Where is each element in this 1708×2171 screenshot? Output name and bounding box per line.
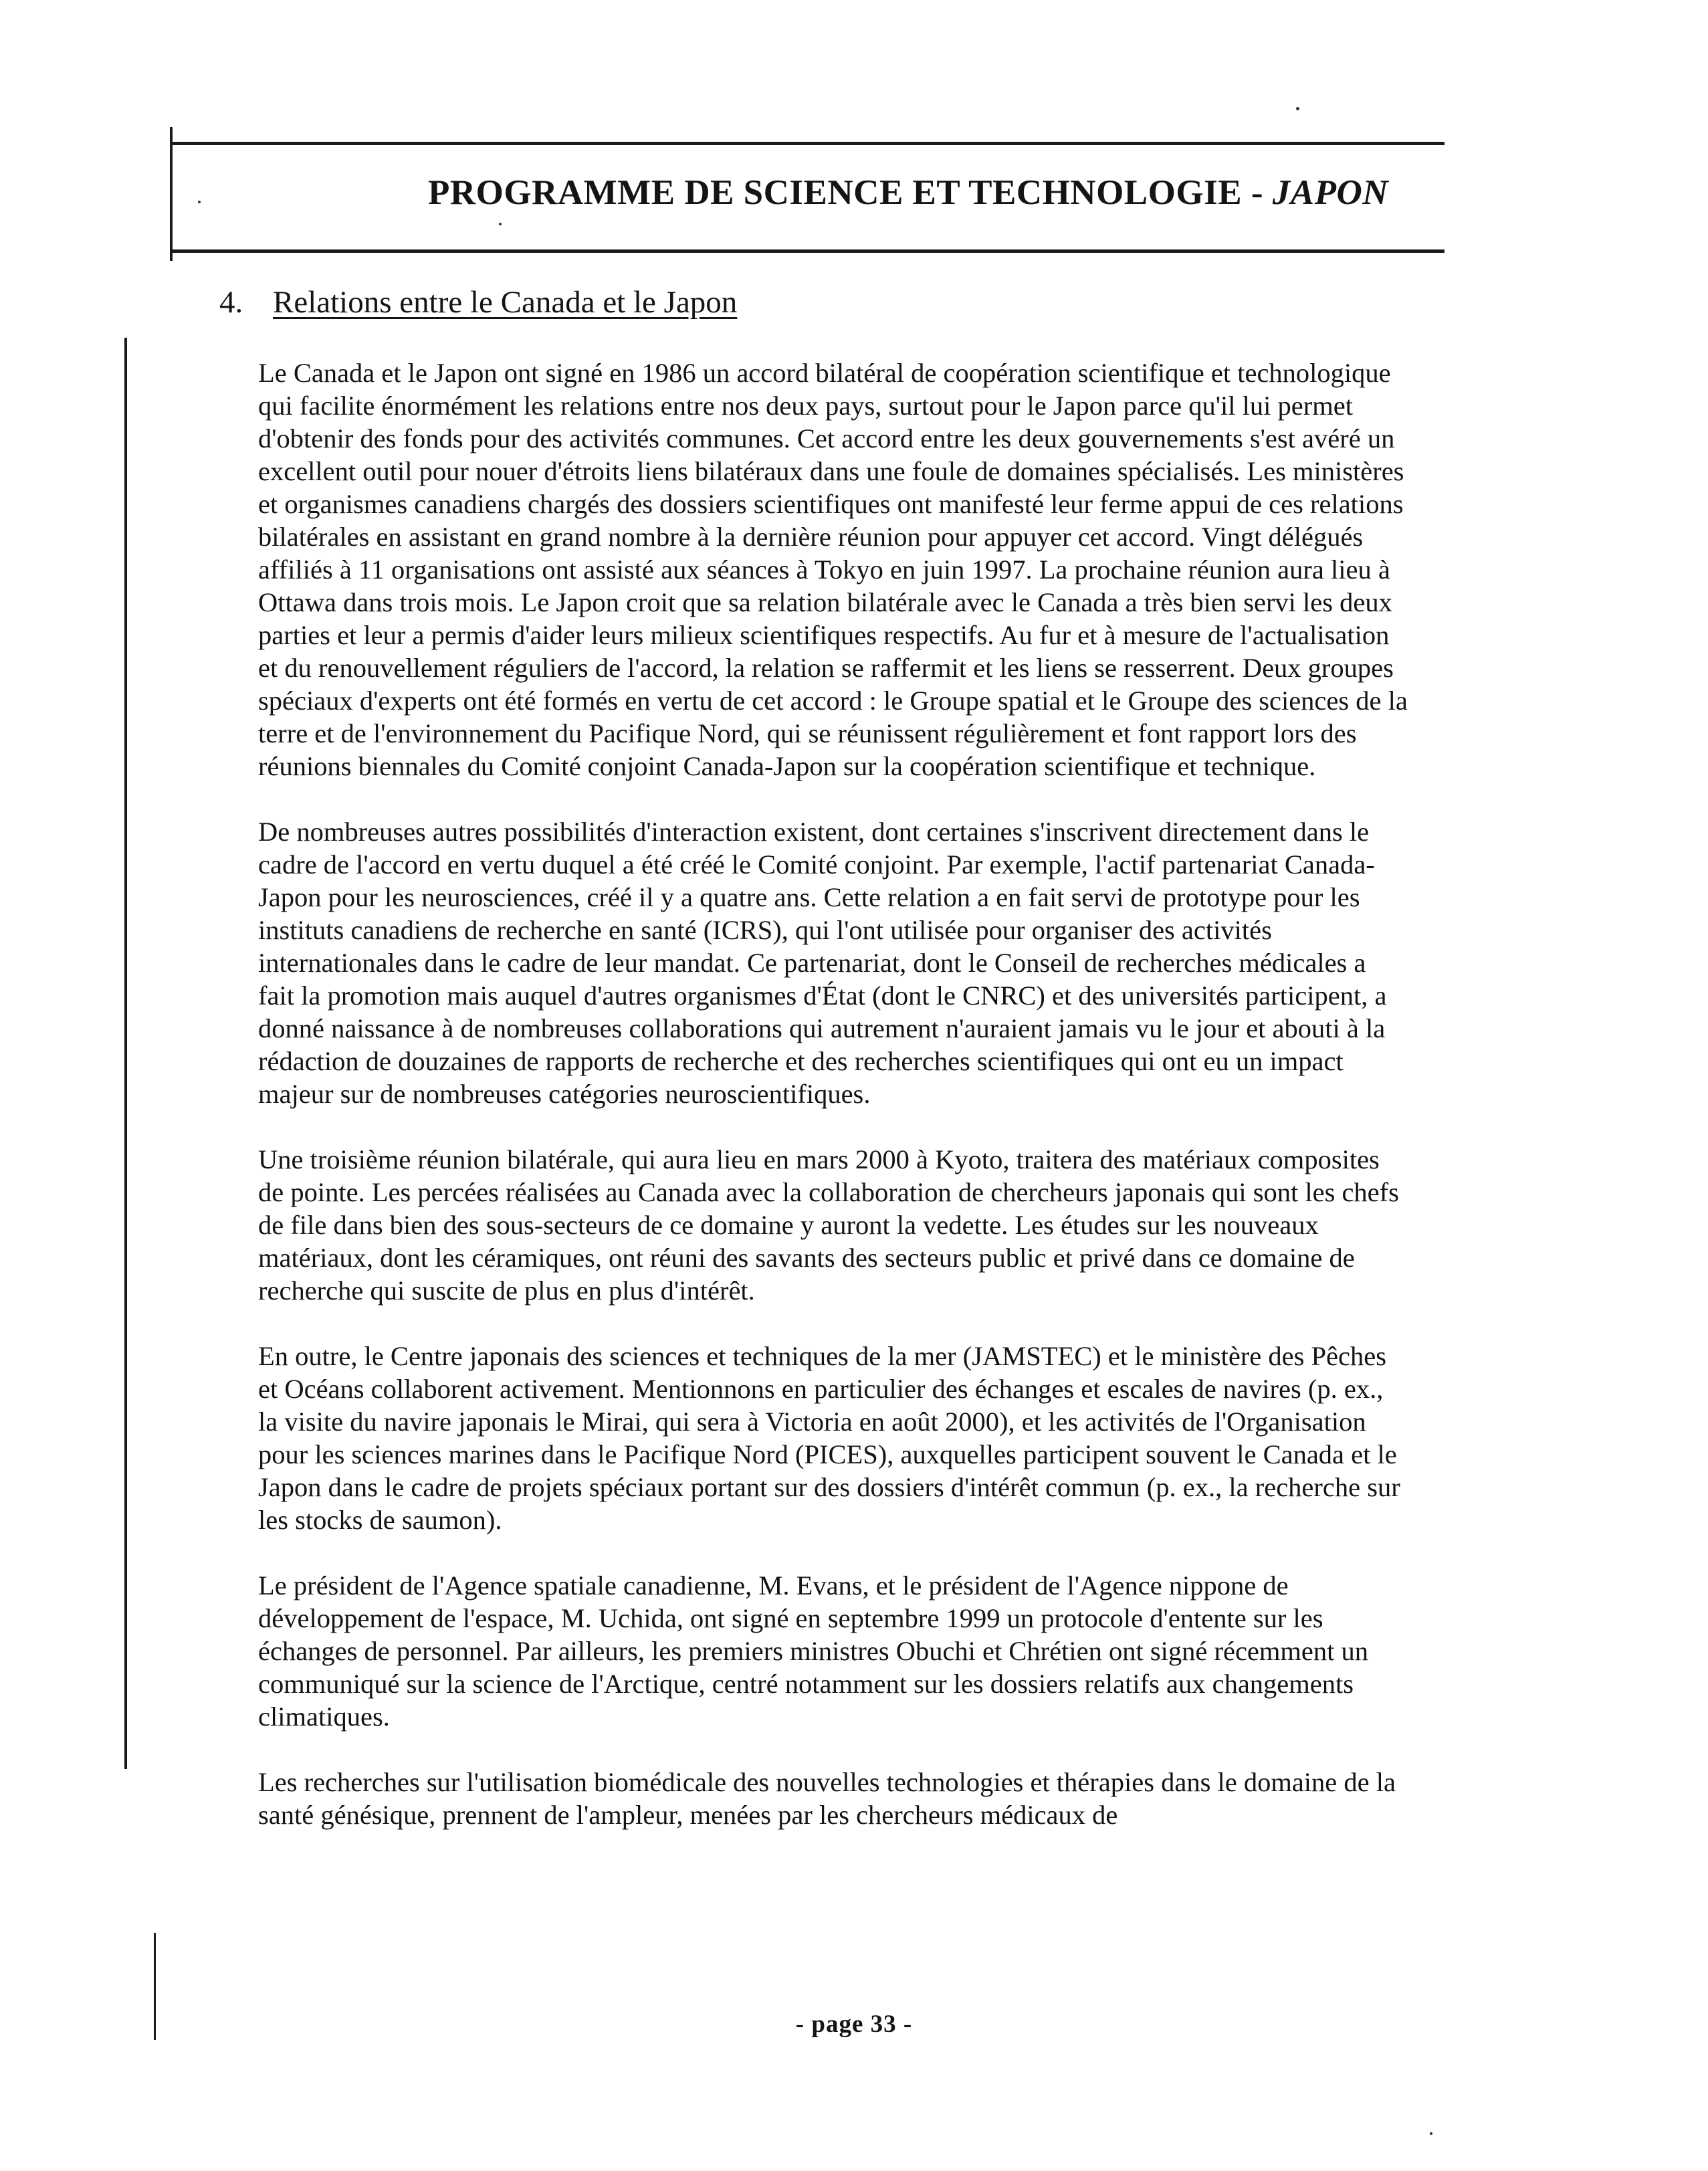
margin-change-bar — [124, 338, 127, 1769]
page-header-title — [428, 173, 1448, 213]
scan-speck — [198, 201, 201, 203]
section-heading — [219, 284, 737, 320]
header-left-rule — [170, 127, 173, 261]
section-title: Relations entre le Canada et le Japon — [273, 285, 738, 320]
page-number: - page 33 - — [795, 2010, 913, 2038]
document-body — [258, 356, 1408, 1864]
body-paragraph: En outre, le Centre japonais des sciences et techniques de la mer (JAMSTEC) et le ministère des Pêches et Océans collaborent activement. Mentionnons en particulier des échanges et escales de navires (p. ex., la visite du navire japonais le Mirai, qui sera à Victoria en août 2000), et les activités de l'Organisation pour les sciences marines dans le Pacifique Nord (PICES), auxquelles participent souvent le Canada et le Japon dans le cadre de projets spéciaux portant sur des dossiers d'intérêt commun (p. ex., la recherche sur les stocks de saumon). — [258, 1341, 1400, 1535]
body-paragraph: Le Canada et le Japon ont signé en 1986 un accord bilatéral de coopération scientifique et technologique qui facilite énormément les relations entre nos deux pays, surtout pour le Japon parce qu'il lui permet d'obtenir des fonds pour des activités communes. Cet accord entre les deux gouvernements s'est avéré un excellent outil pour nouer d'étroits liens bilatéraux dans une foule de domaines spécialisés. Les ministères et organismes canadiens chargés des dossiers scientifiques ont manifesté leur ferme appui de ces relations bilatérales en assistant en grand nombre à la dernière réunion pour appuyer cet accord. Vingt délégués affiliés à 11 organisations ont assisté aux séances à Tokyo en juin 1997. La prochaine réunion aura lieu à Ottawa dans trois mois. Le Japon croit que sa relation bilatérale avec le Canada a très bien servi les deux parties et leur a permis d'aider leurs milieux scientifiques respectifs. Au fur et à mesure de l'actualisation et du renouvellement réguliers de l'accord, la relation se raffermit et les liens se resserrent. Deux groupes spéciaux d'experts ont été formés en vertu de cet accord : le Groupe spatial et le Groupe des sciences de la terre et de l'environnement du Pacifique Nord, qui se réunissent régulièrement et font rapport lors des réunions biennales du Comité conjoint Canada-Japon sur la coopération scientifique et technique. — [258, 358, 1408, 781]
body-paragraph: Les recherches sur l'utilisation biomédicale des nouvelles technologies et thérapies dans le domaine de la santé génésique, prennent de l'ampleur, menées par les chercheurs médicaux de — [258, 1767, 1396, 1830]
scan-speck — [499, 223, 502, 225]
body-paragraph: De nombreuses autres possibilités d'interaction existent, dont certaines s'inscrivent directement dans le cadre de l'accord en vertu duquel a été créé le Comité conjoint. Par exemple, l'actif partenariat Canada-Japon pour les neurosciences, créé il y a quatre ans. Cette relation a en fait servi de prototype pour les instituts canadiens de recherche en santé (ICRS), qui l'ont utilisée pour organiser des activités internationales dans le cadre de leur mandat. Ce partenariat, dont le Conseil de recherches médicales a fait la promotion mais auquel d'autres organismes d'État (dont le CNRC) et des universités participent, a donné naissance à de nombreuses collaborations qui autrement n'auraient jamais vu le jour et abouti à la rédaction de douzaines de rapports de recherche et des recherches scientifiques qui ont eu un impact majeur sur de nombreuses catégories neuroscientifiques. — [258, 817, 1387, 1109]
scan-speck — [1430, 2132, 1432, 2135]
body-paragraph: Une troisième réunion bilatérale, qui aura lieu en mars 2000 à Kyoto, traitera des matériaux composites de pointe. Les percées réalisées au Canada avec la collaboration de chercheurs japonais qui sont les chefs de file dans bien des sous-secteurs de ce domaine y auront la vedette. Les études sur les nouveaux matériaux, dont les céramiques, ont réuni des savants des secteurs public et privé dans ce domaine de recherche qui suscite de plus en plus d'intérêt. — [258, 1144, 1399, 1306]
header-title-main: PROGRAMME DE SCIENCE ET TECHNOLOGIE - — [428, 173, 1273, 212]
scan-speck — [1296, 107, 1299, 110]
body-paragraph: Le président de l'Agence spatiale canadienne, M. Evans, et le président de l'Agence nippone de développement de l'espace, M. Uchida, ont signé en septembre 1999 un protocole d'entente sur les échanges de personnel. Par ailleurs, les premiers ministres Obuchi et Chrétien ont signé récemment un communiqué sur la science de l'Arctique, centré notamment sur les dossiers relatifs aux changements climatiques. — [258, 1570, 1369, 1732]
section-number: 4. — [219, 285, 243, 320]
header-top-rule — [170, 142, 1445, 145]
header-title-emphasis: JAPON — [1272, 173, 1388, 212]
header-bottom-rule — [170, 249, 1445, 253]
